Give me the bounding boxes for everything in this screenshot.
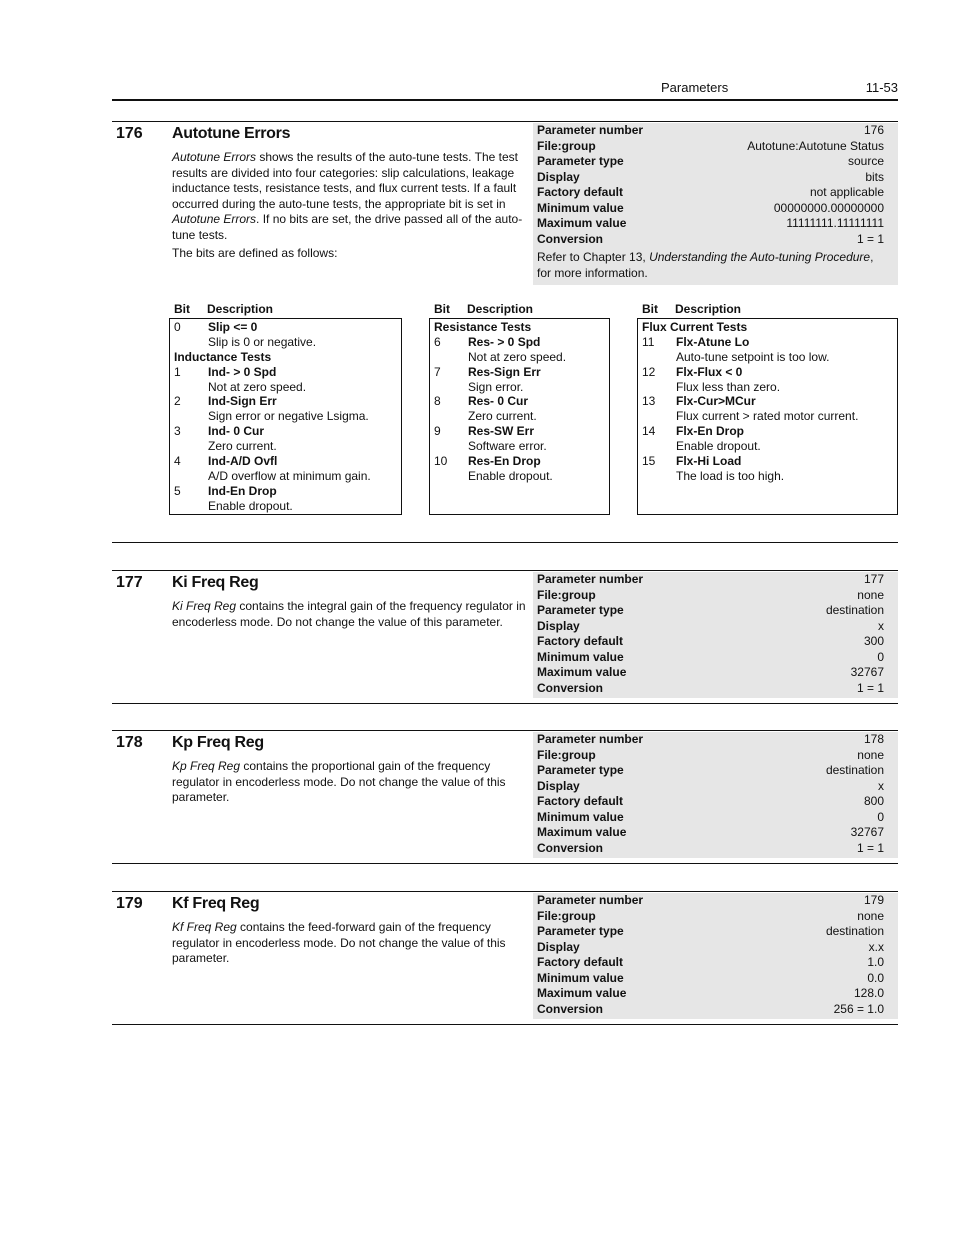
bit-entry <box>434 424 605 439</box>
parameter-description <box>172 150 530 263</box>
bit-description-text: Enable dropout. <box>468 468 553 483</box>
info-key: Conversion <box>537 231 604 246</box>
parameter-178-section <box>112 730 898 864</box>
bit-number: 15 <box>642 454 656 469</box>
info-key: File:group <box>537 908 596 923</box>
bit-description-text: Not at zero speed. <box>208 379 307 394</box>
col-header-bit: Bit <box>434 302 450 316</box>
info-row <box>533 154 898 170</box>
desc-text: contains the feed-forward gain of the frequency regulator in encoderless mode. Do not change the value of this parameter. <box>172 920 506 966</box>
info-value: 176 <box>863 123 884 137</box>
bit-number: 9 <box>434 424 441 439</box>
bit-entry <box>434 335 605 350</box>
desc-italic-name: Autotune Errors <box>172 150 257 164</box>
info-value: 0 <box>877 809 884 824</box>
parameter-info-box <box>533 893 898 1019</box>
note-text: , for more information. <box>537 250 874 280</box>
info-row <box>533 139 898 155</box>
info-row <box>533 216 898 232</box>
bit-number: 12 <box>642 364 656 379</box>
bits-box <box>429 318 610 515</box>
info-key: Minimum value <box>537 809 624 824</box>
info-row <box>533 123 898 139</box>
bit-description <box>434 380 605 395</box>
info-value: 256 = 1.0 <box>833 1001 884 1016</box>
info-row <box>533 665 898 681</box>
info-value: bits <box>865 169 884 184</box>
info-key: Parameter type <box>537 924 624 938</box>
info-value: 1 = 1 <box>856 231 884 246</box>
note-text: Refer to Chapter 13, <box>537 250 650 264</box>
info-value: none <box>857 908 884 923</box>
bit-description <box>642 469 893 484</box>
info-key: Minimum value <box>537 970 624 985</box>
bit-description-text: Sign error. <box>468 379 524 394</box>
parameter-number: 176 <box>116 125 143 142</box>
bit-entry <box>642 365 893 380</box>
info-row <box>533 748 898 764</box>
bit-description-text: Not at zero speed. <box>468 349 567 364</box>
info-value: x <box>878 618 884 633</box>
bit-entry <box>434 454 605 469</box>
bit-number: 11 <box>642 334 655 349</box>
info-value: 178 <box>863 732 884 746</box>
parameter-number: 177 <box>116 574 143 591</box>
info-key: Factory default <box>537 794 624 808</box>
bit-number: 3 <box>174 424 181 439</box>
bit-name: Ind-Sign Err <box>208 394 277 409</box>
desc-italic-name: Kp Freq Reg <box>172 759 241 773</box>
info-row <box>533 971 898 987</box>
bit-description <box>174 409 397 424</box>
bit-description <box>642 380 893 395</box>
info-value: Autotune:Autotune Status <box>747 138 884 153</box>
col-header-description: Description <box>675 302 742 316</box>
parameter-179-section <box>112 891 898 1025</box>
info-row <box>533 232 898 248</box>
bit-name: Flx-Flux < 0 <box>676 364 743 379</box>
info-key: Display <box>537 618 580 633</box>
info-key: Maximum value <box>537 665 627 679</box>
parameter-number: 179 <box>116 895 143 912</box>
bit-name: Flx-En Drop <box>676 424 744 439</box>
bit-description <box>174 499 397 514</box>
bit-entry <box>642 424 893 439</box>
bit-name: Res- > 0 Spd <box>468 334 541 349</box>
info-value: 179 <box>863 893 884 907</box>
info-value: destination <box>825 924 884 938</box>
desc-text: contains the proportional gain of the frequency regulator in encoderless mode. Do not change the value of this parameter. <box>172 759 506 805</box>
bit-entry <box>642 335 893 350</box>
info-value: 32767 <box>850 665 884 679</box>
bit-description-text: Enable dropout. <box>208 498 293 513</box>
bit-group-heading: Inductance Tests <box>174 349 272 364</box>
info-key: Display <box>537 939 580 954</box>
info-value: source <box>847 154 884 168</box>
bit-number: 7 <box>434 364 441 379</box>
bits-box <box>637 318 898 515</box>
bit-description <box>174 469 397 484</box>
bit-name: Slip <= 0 <box>208 320 258 334</box>
info-row <box>533 732 898 748</box>
bit-name: Res-Sign Err <box>468 364 541 379</box>
info-row <box>533 825 898 841</box>
bit-entry <box>642 454 893 469</box>
info-row <box>533 634 898 650</box>
desc-italic-name: Ki Freq Reg <box>172 599 237 613</box>
bit-description-text: Auto-tune setpoint is too low. <box>676 349 830 364</box>
bit-description-text: Flux current > rated motor current. <box>676 409 859 424</box>
bit-name: Flx-Cur>MCur <box>676 394 756 409</box>
bit-number: 10 <box>434 454 448 469</box>
parameter-name: Kp Freq Reg <box>172 734 264 751</box>
bit-number: 14 <box>642 424 656 439</box>
col-header-bit: Bit <box>174 302 190 316</box>
info-key: Parameter type <box>537 603 624 617</box>
col-header-bit: Bit <box>642 302 658 316</box>
info-note <box>533 247 898 285</box>
bit-description <box>642 350 893 365</box>
desc-italic-name: Kf Freq Reg <box>172 920 237 934</box>
bit-entry <box>174 424 397 439</box>
info-key: File:group <box>537 587 596 602</box>
page-number: 11-53 <box>865 80 898 95</box>
info-value: none <box>857 747 884 762</box>
info-key: Parameter type <box>537 763 624 777</box>
bit-name: Flx-Atune Lo <box>676 334 750 349</box>
info-value: 32767 <box>850 825 884 839</box>
info-row <box>533 779 898 795</box>
desc-bits-intro: The bits are defined as follows: <box>172 245 338 260</box>
info-value: 0 <box>877 649 884 664</box>
info-row <box>533 810 898 826</box>
info-row <box>533 955 898 971</box>
bit-description-text: Flux less than zero. <box>676 379 781 394</box>
info-value: none <box>857 587 884 602</box>
info-row <box>533 763 898 779</box>
bit-name: Ind- 0 Cur <box>208 424 264 439</box>
info-key: Parameter type <box>537 154 624 168</box>
info-row <box>533 588 898 604</box>
parameter-number: 178 <box>116 734 143 751</box>
info-row <box>533 572 898 588</box>
col-header-description: Description <box>467 302 534 316</box>
bit-entry <box>174 454 397 469</box>
info-key: Factory default <box>537 634 624 648</box>
bit-number: 1 <box>174 364 181 379</box>
info-value: 1 = 1 <box>856 840 884 855</box>
info-row <box>533 909 898 925</box>
bit-name: Res-En Drop <box>468 454 541 469</box>
info-key: Display <box>537 778 580 793</box>
info-value: 177 <box>863 572 884 586</box>
parameter-name: Ki Freq Reg <box>172 574 259 591</box>
info-value: 0.0 <box>867 970 884 985</box>
bit-description <box>642 439 893 454</box>
info-key: Parameter number <box>537 732 644 746</box>
info-key: Factory default <box>537 955 624 969</box>
bit-description-text: Zero current. <box>468 409 537 424</box>
info-row <box>533 185 898 201</box>
info-key: Factory default <box>537 185 624 199</box>
info-key: Maximum value <box>537 986 627 1000</box>
bit-description-text: The load is too high. <box>676 468 785 483</box>
info-value: 300 <box>863 634 884 648</box>
bit-description <box>174 439 397 454</box>
info-row <box>533 619 898 635</box>
info-key: File:group <box>537 747 596 762</box>
parameter-description <box>172 599 530 632</box>
bit-description <box>174 380 397 395</box>
info-value: destination <box>825 603 884 617</box>
desc-italic-name: Autotune Errors <box>172 212 257 227</box>
info-key: Conversion <box>537 840 604 855</box>
col-header-description: Description <box>207 302 274 316</box>
bit-name: Ind- > 0 Spd <box>208 364 277 379</box>
bit-description <box>642 409 893 424</box>
bit-entry <box>434 394 605 409</box>
header-title: Parameters <box>661 80 729 95</box>
desc-text: . If no bits are set, the drive passed all of the auto-tune tests. <box>172 212 523 242</box>
info-key: Parameter number <box>537 893 644 907</box>
info-key: Conversion <box>537 680 604 695</box>
bit-name: Ind-A/D Ovfl <box>208 454 278 469</box>
bit-entry <box>174 320 397 335</box>
desc-text: shows the results of the auto-tune tests. The test results are divided into four categories: slip calculations, leakage inductance tests, resistance tests, and flux current tests. If a fault occurred during the auto-tune tests, the appropriate bit is set in <box>172 150 518 211</box>
bit-entry <box>174 365 397 380</box>
bit-description <box>434 439 605 454</box>
bit-description <box>434 350 605 365</box>
info-row <box>533 986 898 1002</box>
bit-number: 5 <box>174 483 181 498</box>
info-value: 128.0 <box>853 986 884 1000</box>
info-value: 1.0 <box>867 955 884 969</box>
bit-entry <box>434 365 605 380</box>
info-key: Minimum value <box>537 200 624 215</box>
info-value: not applicable <box>809 185 884 199</box>
info-row <box>533 650 898 666</box>
bit-description <box>174 335 397 350</box>
bit-description <box>434 409 605 424</box>
info-key: Parameter number <box>537 572 644 586</box>
bit-description <box>434 469 605 484</box>
info-row <box>533 924 898 940</box>
info-value: destination <box>825 763 884 777</box>
info-row <box>533 841 898 857</box>
bit-group-heading: Flux Current Tests <box>642 320 748 334</box>
parameter-177-section <box>112 570 898 704</box>
parameter-info-box <box>533 732 898 858</box>
info-key: Parameter number <box>537 123 644 137</box>
bit-description-text: Enable dropout. <box>676 439 761 454</box>
info-key: Minimum value <box>537 649 624 664</box>
info-row <box>533 893 898 909</box>
note-italic: Understanding the Auto-tuning Procedure <box>649 250 871 264</box>
parameter-description <box>172 759 530 808</box>
bit-name: Res- 0 Cur <box>468 394 529 409</box>
bit-number: 0 <box>174 320 181 334</box>
parameter-name: Kf Freq Reg <box>172 895 260 912</box>
info-row <box>533 603 898 619</box>
info-row <box>533 201 898 217</box>
bit-description-text: Slip is 0 or negative. <box>208 334 317 349</box>
bit-entry <box>174 484 397 499</box>
parameter-description <box>172 920 530 969</box>
bit-entry <box>642 394 893 409</box>
desc-text: contains the integral gain of the frequency regulator in encoderless mode. Do not change the value of this parameter. <box>172 599 526 629</box>
info-value: 800 <box>863 794 884 808</box>
parameter-info-box <box>533 572 898 698</box>
info-row <box>533 794 898 810</box>
bit-number: 6 <box>434 334 441 349</box>
page-header <box>112 80 898 101</box>
bit-number: 2 <box>174 394 181 409</box>
parameter-176-section <box>112 121 898 543</box>
info-row <box>533 1002 898 1018</box>
info-value: 00000000.00000000 <box>773 200 884 215</box>
info-key: Conversion <box>537 1001 604 1016</box>
info-key: Maximum value <box>537 216 627 230</box>
info-key: File:group <box>537 138 596 153</box>
info-value: x.x <box>868 939 884 954</box>
bit-description-text: A/D overflow at minimum gain. <box>208 468 371 483</box>
bit-number: 13 <box>642 394 656 409</box>
bit-name: Flx-Hi Load <box>676 454 742 469</box>
info-row <box>533 170 898 186</box>
info-key: Maximum value <box>537 825 627 839</box>
bit-description-text: Zero current. <box>208 439 277 454</box>
info-row <box>533 940 898 956</box>
info-value: 1 = 1 <box>856 680 884 695</box>
parameter-name: Autotune Errors <box>172 125 291 142</box>
bit-entry <box>174 394 397 409</box>
bit-name: Res-SW Err <box>468 424 535 439</box>
info-row <box>533 681 898 697</box>
info-value: x <box>878 778 884 793</box>
parameter-info-box <box>533 123 898 285</box>
bit-name: Ind-En Drop <box>208 483 277 498</box>
bit-number: 4 <box>174 454 181 469</box>
bit-description-text: Software error. <box>468 439 547 454</box>
info-value: 11111111.11111111 <box>786 216 884 230</box>
bit-description-text: Sign error or negative Lsigma. <box>208 409 369 424</box>
info-key: Display <box>537 169 580 184</box>
bit-group-heading: Resistance Tests <box>434 320 532 334</box>
bit-number: 8 <box>434 394 441 409</box>
bits-box <box>169 318 402 515</box>
